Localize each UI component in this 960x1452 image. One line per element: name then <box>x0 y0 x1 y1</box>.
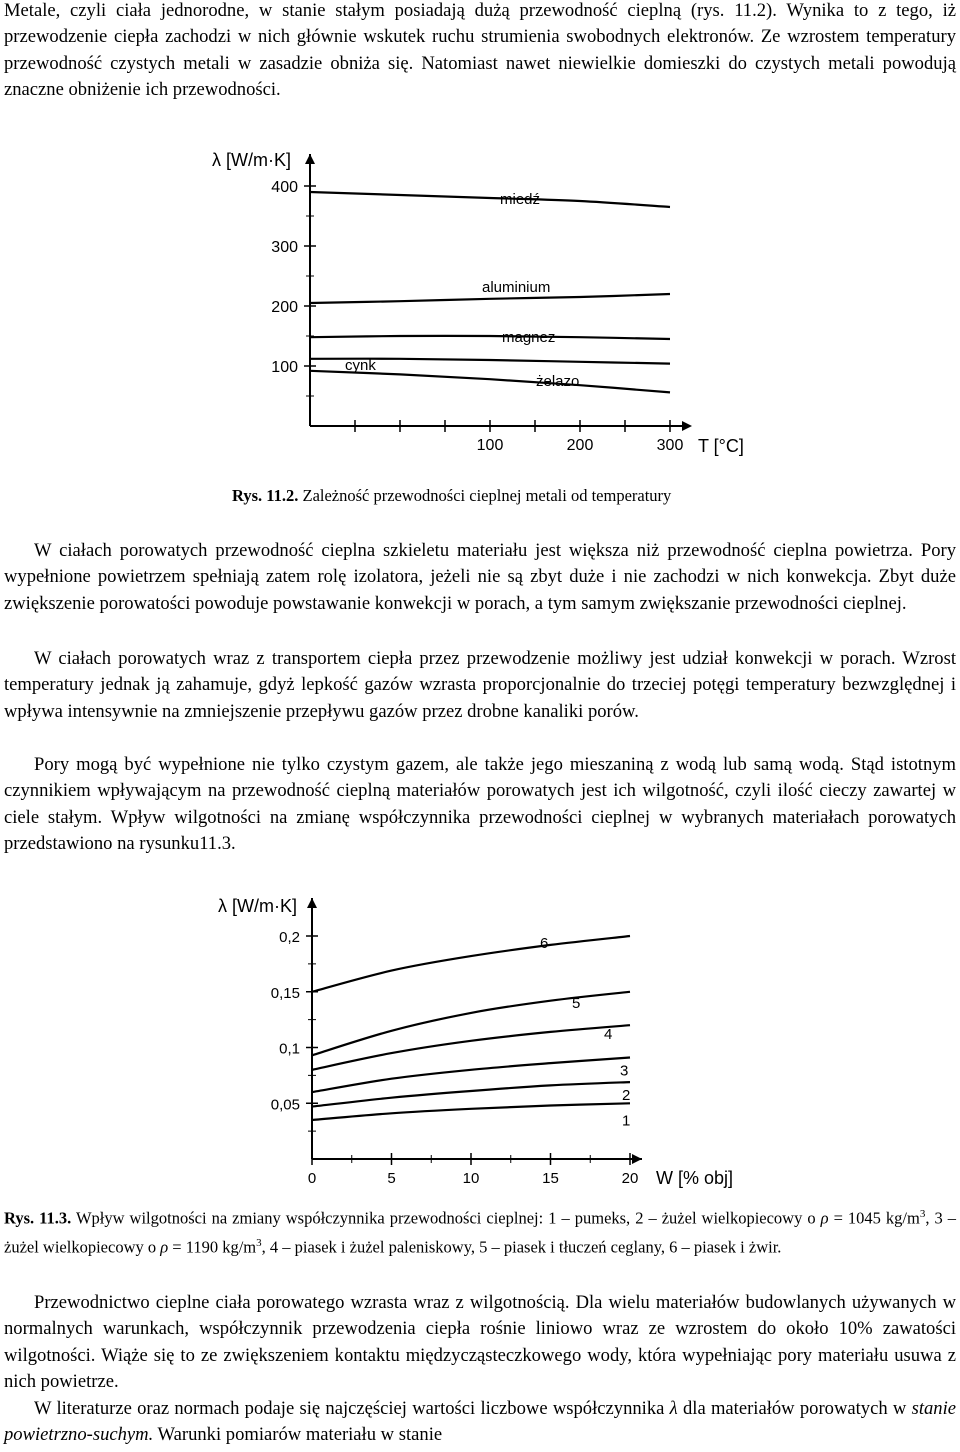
series-line-1 <box>312 1103 630 1120</box>
y-tick-label: 400 <box>271 179 298 196</box>
series-label-5: 5 <box>572 994 581 1012</box>
x-axis-arrow <box>632 1154 642 1164</box>
moisture-conductivity-chart <box>210 892 750 1192</box>
body-paragraph-5 <box>4 1396 956 1449</box>
intro-paragraph: Metale, czyli ciała jednorodne, w stanie stałym posiadają dużą przewodność cieplną (rys. 11.2). Wynika to z tego, iż przewodzenie ciepła zachodzi w nich głównie wskutek ruchu strumienia swobodnych elektronów. Ze wzrostem temperatury przewodność czystych metali w zasadzie obniża się. Natomiast nawet niewielkie domieszki do czystych metali powodują znaczne obniżenie ich przewodności. <box>4 0 956 101</box>
x-axis-arrow <box>682 421 692 431</box>
caption-text: = 1190 kg/m <box>168 1237 257 1257</box>
body-paragraph-1: W ciałach porowatych przewodność cieplna szkieletu materiału jest większa niż przewodność cieplna powietrza. Pory wypełnione powietrzem spełniają zatem rolę izolatora, jeżeli nie są zbyt duże i nie zachodzi w nich konwekcja. Zbyt duże zwiększenie porowatości powoduje powstawanie konwekcji w porach, a tym samym zwiększanie przewodności cieplnej. <box>4 540 956 614</box>
x-tick-label: 20 <box>621 1170 639 1187</box>
x-tick-label: 300 <box>656 437 684 454</box>
series-line-2 <box>312 1082 630 1107</box>
x-tick-label: 0 <box>307 1170 317 1187</box>
y-tick-label: 300 <box>271 239 298 256</box>
series-line-6 <box>312 936 630 992</box>
y-tick-label: 200 <box>271 299 298 316</box>
superscript: 3 <box>256 1237 262 1249</box>
y-tick-label: 100 <box>271 359 298 376</box>
y-axis-arrow <box>307 898 317 908</box>
series-line-2 <box>310 336 670 339</box>
superscript: 3 <box>919 1208 926 1220</box>
rho-symbol: ρ <box>820 1208 829 1228</box>
series-label-zelazo: żelazo <box>536 373 580 390</box>
caption-text: Wpływ wilgotności na zmiany współczynnika przewodności cieplnej: 1 – pumeks, 2 – żużel wielkopiecowy o <box>71 1208 821 1228</box>
caption-text: , 4 – piasek i żużel paleniskowy, 5 – piasek i tłuczeń ceglany, 6 – piasek i żwir. <box>261 1237 782 1257</box>
series-label-cynk: cynk <box>345 357 376 374</box>
x-tick-label: 5 <box>387 1170 396 1187</box>
y-axis-label: λ [W/m·K] <box>218 896 297 916</box>
body-paragraph-2: W ciałach porowatych wraz z transportem ciepła przez przewodzenie możliwy jest udział konwekcji w porach. Wzrost temperatury jednak ją zahamuje, gdyż lepkość gazów wzrasta proporcjonalnie do trzeciej potęgi temperatury bezwzględnej i wpływa intensywnie na zmniejszenie przepływu gazów przez drobne kanaliki porów. <box>4 648 956 722</box>
y-axis-label: λ [W/m·K] <box>212 150 291 170</box>
body-paragraph-4: Przewodnictwo cieplne ciała porowatego wzrasta wraz z wilgotnością. Dla wielu materiałów budowlanych używanych w normalnych warunkach, współczynnik przewodzenia ciepła rośnie liniowo wraz ze wzrostem do około 10% zawatości wilgotności. Wiąże się to ze zwiększeniem kontaktu międzycząsteczkowego wody, która wypełniając pory materiału usuwa z nich powietrze. <box>4 1292 956 1393</box>
figure2-caption <box>4 1202 956 1260</box>
series-label-1: 1 <box>622 1112 631 1130</box>
x-tick-label: 15 <box>542 1170 559 1187</box>
series-line-0 <box>310 192 670 207</box>
series-label-3: 3 <box>620 1062 629 1080</box>
series-label-aluminium: aluminium <box>482 279 551 296</box>
metals-conductivity-chart <box>200 144 780 462</box>
series-label-miedz: miedź <box>500 191 541 208</box>
figure1-caption <box>232 484 671 508</box>
y-tick-label: 0,1 <box>279 1040 300 1058</box>
figure1-caption-text: Zależność przewodności cieplnej metali od temperatury <box>298 486 672 505</box>
rho-symbol: ρ <box>160 1237 169 1257</box>
paragraph-text: Warunki pomiarów materiału w stanie <box>153 1424 443 1446</box>
y-axis-arrow <box>305 154 315 164</box>
caption-text: = 1045 kg/m <box>828 1208 920 1228</box>
y-tick-label: 0,05 <box>270 1096 300 1114</box>
series-line-4 <box>310 371 670 393</box>
lambda-symbol: λ <box>669 1398 678 1419</box>
series-line-5 <box>312 992 630 1056</box>
italic-phrase: stanie powietrzno-suchym. <box>4 1398 957 1446</box>
x-tick-label: 10 <box>462 1170 480 1187</box>
body-paragraph-3: Pory mogą być wypełnione nie tylko czystym gazem, ale także jego mieszaniną z wodą lub samą wodą. Stąd istotnym czynnikiem wpływającym na przewodność cieplną materiałów porowatych jest ich wilgotność, czyli ilość cieczy zawartej w ciele stałym. Wpływ wilgotności na zmianę współczynnika przewodności cieplnej w wybranych materiałach porowatych przedstawiono na rysunku11.3. <box>4 754 956 855</box>
y-tick-label: 0,2 <box>279 929 300 946</box>
x-axis-label: T [°C] <box>698 436 744 456</box>
y-tick-label: 0,15 <box>270 984 300 1002</box>
x-axis-label: W [% obj] <box>656 1168 734 1188</box>
caption-text: , 3 – żużel wielkopiecowy o <box>4 1208 956 1257</box>
series-label-magnez: magnez <box>502 329 556 346</box>
paragraph-text: W literaturze oraz normach podaje się najczęściej wartości liczbowe współczynnika <box>34 1398 670 1419</box>
x-tick-label: 100 <box>476 437 504 454</box>
series-line-3 <box>312 1058 630 1093</box>
paragraph-text: dla materiałów porowatych w <box>677 1398 912 1419</box>
figure2-caption-label: Rys. 11.3. <box>4 1208 72 1228</box>
series-line-4 <box>312 1025 630 1070</box>
figure1-caption-label: Rys. 11.2. <box>232 486 299 505</box>
series-label-4: 4 <box>604 1026 613 1044</box>
x-tick-label: 200 <box>566 437 594 454</box>
series-label-6: 6 <box>540 935 549 952</box>
series-label-2: 2 <box>622 1087 631 1105</box>
